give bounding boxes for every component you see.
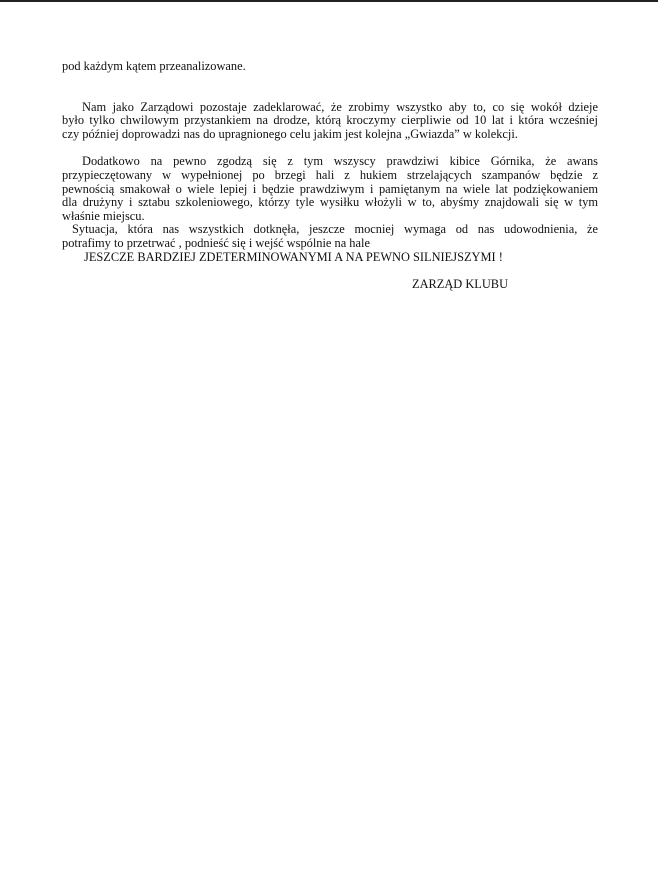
signature-text: ZARZĄD KLUBU (412, 277, 509, 292)
paragraph-line: przypieczętowany w wypełnionej po brzegi hali z hukiem strzelających szampanów będzie z (62, 167, 598, 182)
paragraph-line: właśnie miejscu. (62, 208, 145, 223)
paragraph-line: Sytuacja, która nas wszystkich dotknęła, jeszcze mocniej wymaga od nas udowodnienia, że (72, 222, 598, 237)
page-top-border (0, 0, 658, 2)
signature-block (62, 278, 598, 292)
paragraph-fans-promotion (62, 155, 598, 223)
paragraph-line: czy później doprowadzi nas do upragnionego celu jakim jest kolejna „Gwiazda” w kolekcji. (62, 126, 518, 141)
paragraph-situation (62, 223, 598, 250)
paragraph-line: pewnością smakował o wiele lepiej i będzie prawdziwym i pamiętanym na wiele lat podziękowaniem (62, 181, 598, 196)
paragraph-spacer (62, 141, 598, 155)
closing-slogan: JESZCZE BARDZIEJ ZDETERMINOWANYMI A NA PEWNO SILNIEJSZYMI ! (84, 249, 503, 264)
paragraph-line: Dodatkowo na pewno zgodzą się z tym wszyscy prawdziwi kibice Górnika, że awans (82, 154, 598, 169)
paragraph-line: było tylko chwilowym przystankiem na drodze, którą kroczymy cierpliwie od 10 lat i która wcześniej (62, 113, 598, 128)
paragraph-line: potrafimy to przetrwać , podnieść się i wejść wspólnie na hale (62, 235, 370, 250)
paragraph-line: dla drużyny i sztabu szkoleniowego, którzy tyle wysiłku włożyli w to, abyśmy znajdowali się w tym (62, 195, 598, 210)
paragraph-management-declaration (62, 101, 598, 142)
paragraph-line: Nam jako Zarządowi pozostaje zadeklarować, że zrobimy wszystko aby to, co się wokół dzieje (82, 99, 598, 114)
document-page (62, 60, 598, 292)
opening-line: pod każdym kątem przeanalizowane. (62, 59, 246, 73)
paragraph-spacer (62, 74, 598, 101)
